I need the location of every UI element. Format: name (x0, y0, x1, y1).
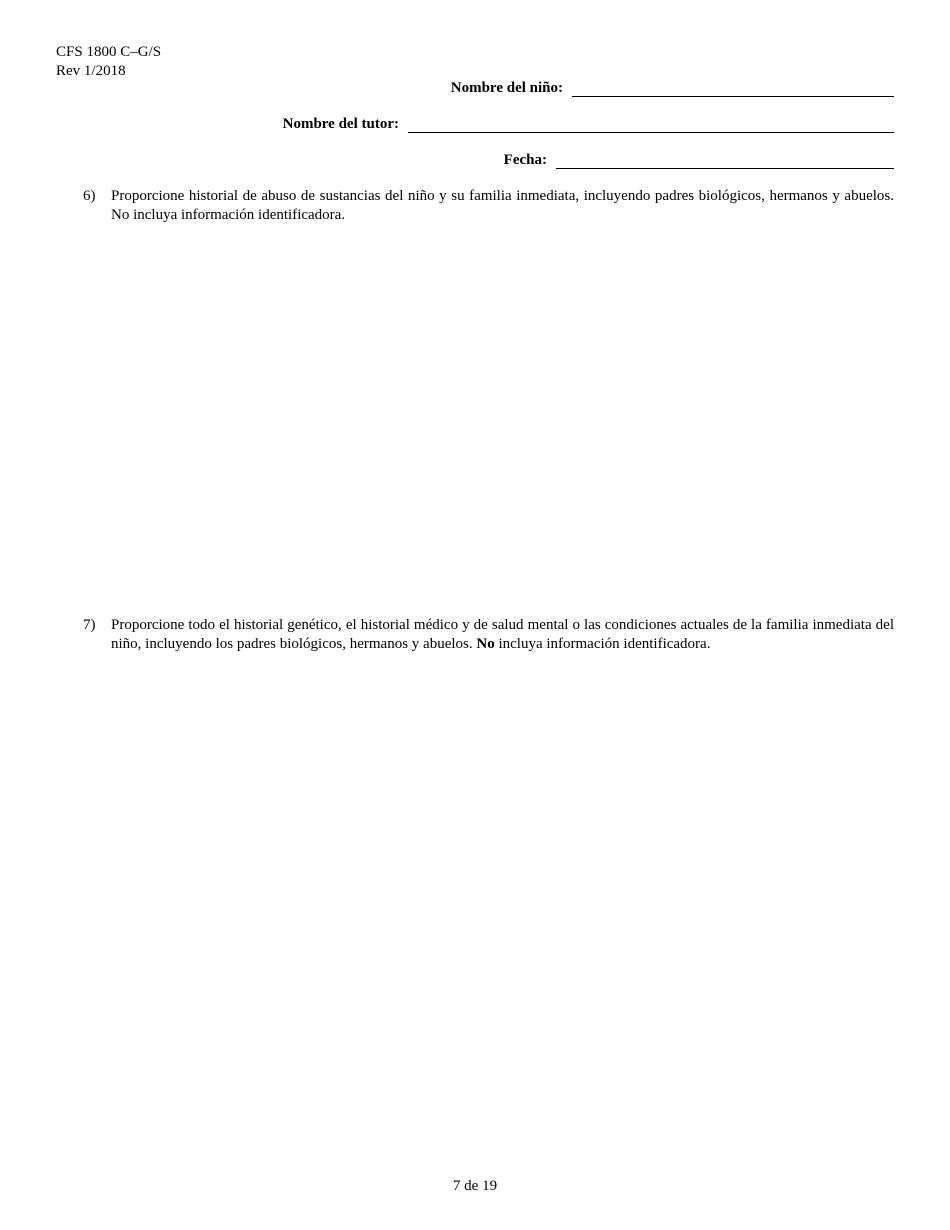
form-code: CFS 1800 C–G/S (56, 44, 162, 60)
child-name-field[interactable] (572, 79, 894, 97)
date-label: Fecha: (503, 152, 547, 168)
form-identifier (56, 43, 161, 81)
guardian-name-row (283, 115, 894, 133)
question-7-answer-area[interactable] (111, 658, 894, 1168)
date-row (504, 151, 894, 169)
form-revision: Rev 1/2018 (56, 63, 126, 79)
question-6-answer-area[interactable] (111, 228, 894, 608)
question-text-part: incluya información identificadora. (494, 635, 711, 652)
page-number: 7 de 19 (452, 1178, 498, 1194)
guardian-name-field[interactable] (408, 115, 894, 133)
guardian-name-label: Nombre del tutor: (282, 116, 399, 132)
question-text-part: Proporcione todo el historial genético, el historial médico y de salud mental o las condiciones actuales de la familia inmediata del niño, incluyendo los padres biológicos, hermanos y abuelos. (111, 617, 894, 652)
question-7 (83, 616, 894, 653)
question-text-emphasis: No (476, 635, 495, 652)
question-number: 6) (83, 188, 96, 204)
child-name-label: Nombre del niño: (450, 80, 563, 96)
question-text: Proporcione historial de abuso de sustancias del niño y su familia inmediata, incluyendo padres biológicos, hermanos y abuelos. No incluya información identificadora. (111, 188, 894, 223)
child-name-row (451, 79, 894, 97)
question-text (111, 616, 894, 653)
question-number: 7) (83, 617, 96, 633)
date-field[interactable] (556, 151, 894, 169)
question-6 (83, 187, 894, 224)
